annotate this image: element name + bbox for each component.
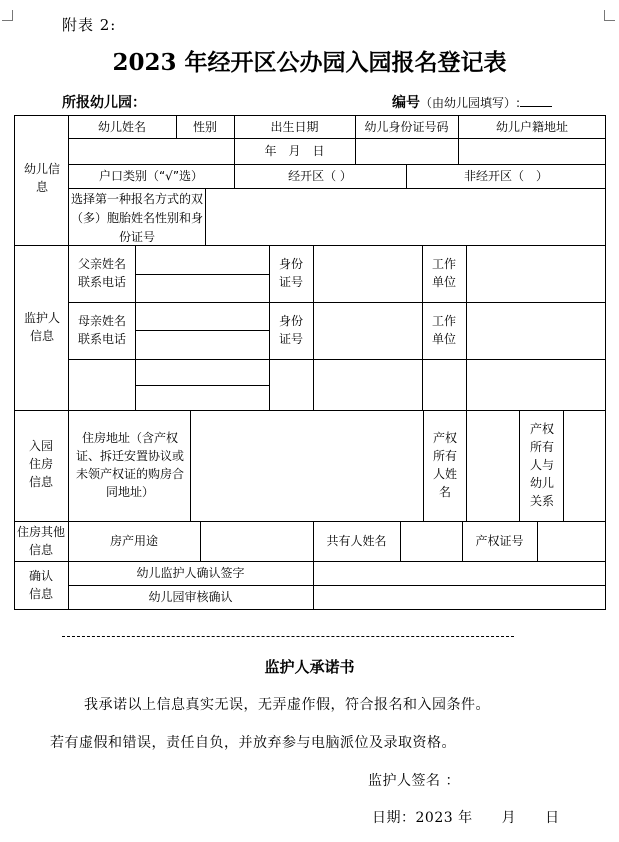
number-label: 编号: [392, 95, 420, 111]
owner-relation-label: 产权所有人与幼儿关系: [529, 422, 554, 508]
housing-address-label: 住房地址（含产权证、拆迁安置协议或未领产权证的购房合同地址）: [76, 431, 185, 499]
guardian-sign-label: 幼儿监护人确认签字: [136, 566, 245, 580]
section-guardian-info: 监护人信息: [23, 311, 60, 343]
pledge-title: 监护人承诺书: [264, 658, 355, 676]
section-confirm-info: 确认信息: [28, 569, 53, 601]
twin-info-label: 选择第一种报名方式的双（多）胞胎姓名性别和身份证号: [71, 192, 204, 244]
gender-header: 性别: [192, 120, 217, 134]
hukou-address-header: 幼儿户籍地址: [495, 120, 568, 134]
non-kaifa-option[interactable]: 非经开区（ ）: [463, 169, 548, 183]
cert-no-label: 产权证号: [475, 534, 524, 548]
co-owner-label: 共有人姓名: [326, 534, 387, 548]
usage-label: 房产用途: [109, 534, 158, 548]
pledge-date: 日期：2023 年 月 日: [372, 810, 560, 826]
owner-name-label: 产权所有人姓名: [432, 431, 457, 499]
section-other-housing: 住房其他信息: [17, 525, 66, 557]
kg-review-label: 幼儿园审核确认: [148, 590, 233, 604]
form-title: 2023 年经开区公办园入园报名登记表: [112, 49, 507, 76]
mother-id-label: 身份证号: [278, 314, 303, 346]
pledge-line-2: 若有虚假和错误，责任自负，并放弃参与电脑派位及录取资格。: [50, 735, 456, 751]
number-note: （由幼儿园填写）:: [420, 96, 521, 110]
section-housing-info: 入园住房信息: [28, 439, 53, 489]
birth-date-header: 出生日期: [270, 120, 319, 134]
mother-work-label: 工作单位: [431, 314, 456, 346]
attachment-label: 附表 2:: [62, 16, 117, 34]
mother-phone-label: 联系电话: [78, 332, 127, 346]
father-id-label: 身份证号: [278, 257, 303, 289]
guardian-signature-label: 监护人签名 ：: [368, 773, 460, 789]
pledge-line-1: 我承诺以上信息真实无误，无弄虚作假，符合报名和入园条件。: [84, 697, 490, 713]
child-name-header: 幼儿姓名: [97, 120, 146, 134]
father-name-label: 父亲姓名: [78, 257, 127, 271]
mother-name-label: 母亲姓名: [78, 314, 127, 328]
cut-line: [62, 636, 514, 637]
kindergarten-label: 所报幼儿园：: [62, 95, 146, 111]
father-phone-label: 联系电话: [78, 275, 127, 289]
birth-date-ymd: 年 月 日: [264, 144, 325, 158]
hukou-type-label: 户口类别（“√”选）: [98, 169, 204, 183]
child-id-header: 幼儿身份证号码: [364, 120, 449, 134]
father-work-label: 工作单位: [431, 257, 456, 289]
kaifa-option[interactable]: 经开区（ ）: [288, 169, 352, 183]
section-child-info: 幼儿信息: [24, 162, 61, 194]
